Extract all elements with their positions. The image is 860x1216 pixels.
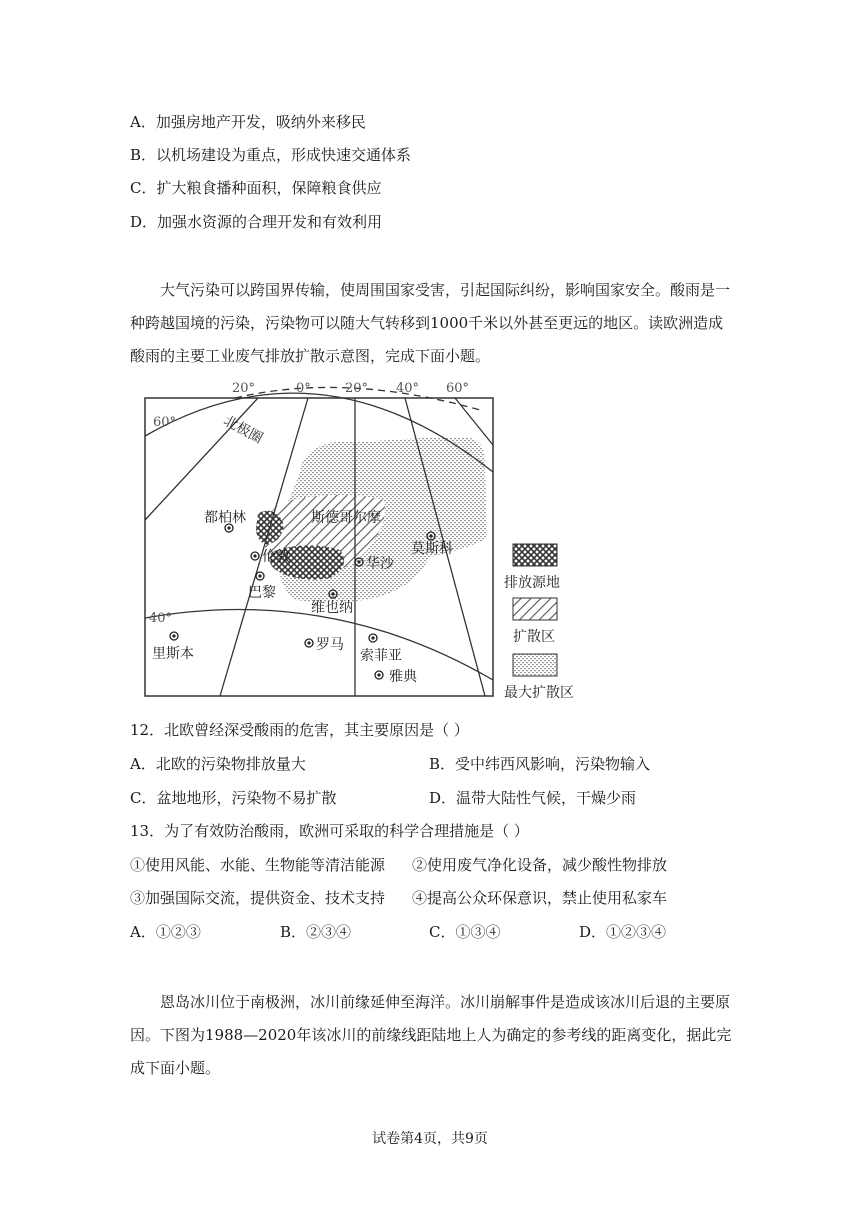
q13-stem: 13．为了有效防治酸雨，欧洲可采取的科学合理措施是（ ） (130, 822, 529, 840)
passage-glacier: 恩岛冰川位于南极洲，冰川前缘延伸至海洋。冰川崩解事件是造成该冰川后退的主要原因。下图为1988—2020年该冰川的前缘线距陆地上人为确定的参考线的距离变化，据此完成下面小题。 (130, 993, 732, 1077)
arctic-circle-label: 北极圈 (220, 413, 266, 447)
legend-label-max: 最大扩散区 (504, 685, 574, 701)
q13-statement-1: ①使用风能、水能、生物能等清洁能源 (130, 856, 386, 874)
q13-option-d: D．①②③④ (579, 923, 667, 941)
option-d: D．加强水资源的合理开发和有效利用 (130, 213, 383, 231)
city-warsaw: 华沙 (366, 556, 394, 572)
q13-option-a: A．①②③ (130, 923, 201, 941)
city-athens: 雅典 (389, 669, 417, 685)
option-a: A．加强房地产开发，吸纳外来移民 (130, 113, 366, 131)
q12-stem: 12．北欧曾经深受酸雨的危害，其主要原因是（ ） (130, 721, 469, 739)
city-lisbon: 里斯本 (152, 646, 194, 662)
legend-swatch-max (513, 654, 557, 676)
q13-statement-4: ④提高公众环保意识，禁止使用私家车 (412, 889, 668, 907)
option-b: B．以机场建设为重点，形成快速交通体系 (130, 146, 412, 164)
legend-label-diffusion: 扩散区 (513, 629, 555, 645)
q12-option-b: B．受中纬西风影响，污染物输入 (429, 755, 651, 773)
lat-label-40: 40° (149, 611, 173, 626)
city-dublin: 都柏林 (204, 510, 246, 526)
passage-acid-rain: 大气污染可以跨国界传输，使周围国家受害，引起国际纠纷，影响国家安全。酸雨是一种跨越国境的污染，污染物可以随大气转移到1000千米以外甚至更远的地区。读欧洲造成酸雨的主要工业废气排放扩散示意图，完成下面小题。 (130, 281, 731, 365)
lon-label-20e: 20° (345, 381, 369, 396)
lon-label-40e: 40° (396, 381, 420, 396)
city-moscow: 莫斯科 (411, 541, 453, 557)
q12-option-c: C．盆地地形，污染物不易扩散 (130, 789, 337, 807)
city-stockholm: 斯德哥尔摩 (311, 510, 381, 526)
lon-label-0: 0° (296, 381, 311, 396)
q13-option-c: C．①③④ (429, 923, 501, 941)
page-footer: 试卷第4页，共9页 (372, 1131, 488, 1147)
lon-label-60e: 60° (446, 381, 470, 396)
city-paris: 巴黎 (248, 585, 276, 601)
q13-option-b: B．②③④ (280, 923, 352, 941)
city-sofia: 索菲亚 (360, 648, 402, 664)
lat-label-60: 60° (153, 415, 177, 430)
option-c: C．扩大粮食播种面积，保障粮食供应 (130, 179, 382, 197)
q13-statement-2: ②使用废气净化设备，减少酸性物排放 (412, 856, 668, 874)
legend-swatch-source (513, 544, 557, 566)
legend-label-source: 排放源地 (504, 575, 560, 591)
city-rome: 罗马 (316, 637, 344, 653)
city-vienna: 维也纳 (311, 600, 353, 616)
q12-option-d: D．温带大陆性气候，干燥少雨 (429, 789, 637, 807)
q12-option-a: A．北欧的污染物排放量大 (130, 755, 306, 773)
legend-swatch-diffusion (513, 598, 557, 620)
city-london: 伦敦 (262, 549, 290, 565)
q13-statement-3: ③加强国际交流，提供资金、技术支持 (130, 889, 386, 907)
lon-label-20w: 20° (232, 381, 256, 396)
